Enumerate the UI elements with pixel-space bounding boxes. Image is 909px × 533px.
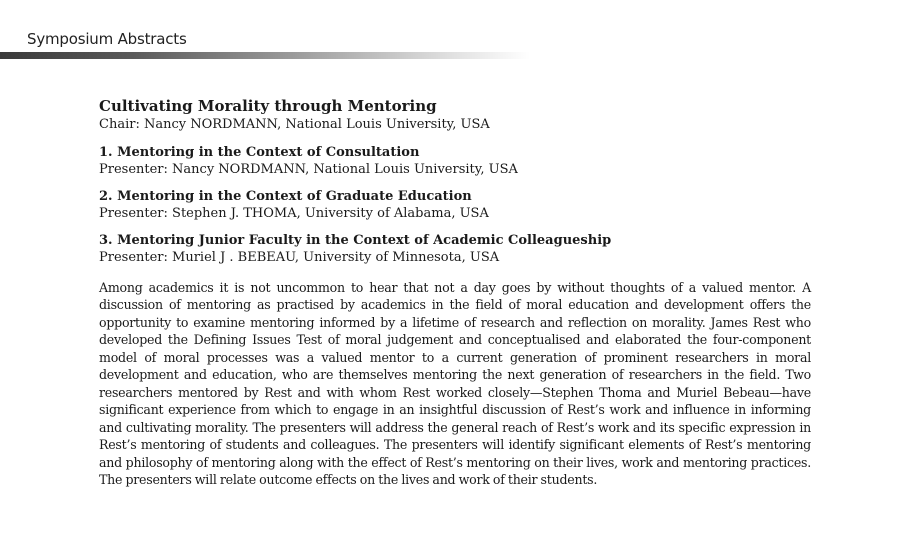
header-rule	[0, 52, 530, 59]
running-header: Symposium Abstracts	[27, 30, 187, 48]
talk-item	[99, 232, 811, 267]
talk-presenter: Presenter: Muriel J . BEBEAU, University of Minnesota, USA	[99, 250, 500, 265]
symposium-chair: Chair: Nancy NORDMANN, National Louis University, USA	[99, 117, 490, 132]
talk-presenter: Presenter: Stephen J. THOMA, University of Alabama, USA	[99, 206, 489, 221]
abstract-body: Among academics it is not uncommon to hear that not a day goes by without thoughts of a valued mentor. A discussion of mentoring as practised by academics in the field of moral education and development offers the opportunity to examine mentoring informed by a lifetime of research and reflection on morality. James Rest who developed the Defining Issues Test of moral judgement and conceptualised and elaborated the four-component model of moral processes was a valued mentor to a current generation of prominent researchers in moral development and education, who are themselves mentoring the next generation of researchers in the field. Two researchers mentored by Rest and with whom Rest worked closely—Stephen Thoma and Muriel Bebeau—have significant experience from which to engage in an insightful discussion of Rest’s work and influence in informing and cultivating morality. The presenters will address the general reach of Rest’s work and its specific expression in Rest’s mentoring of students and colleagues. The presenters will identify significant elements of Rest’s mentoring and philosophy of mentoring along with the effect of Rest’s mentoring on their lives, work and mentoring practices. The presenters will relate outcome effects on the lives and work of their students.	[99, 279, 811, 487]
talk-item	[99, 188, 811, 223]
symposium-title: Cultivating Morality through Mentoring	[99, 97, 437, 115]
talk-title: 1. Mentoring in the Context of Consultation	[99, 144, 420, 160]
talk-presenter: Presenter: Nancy NORDMANN, National Louis University, USA	[99, 162, 518, 177]
talk-title: 3. Mentoring Junior Faculty in the Context of Academic Colleagueship	[99, 232, 612, 248]
talk-title: 2. Mentoring in the Context of Graduate Education	[99, 188, 472, 204]
talk-item	[99, 144, 811, 179]
abstract-content	[99, 96, 811, 489]
